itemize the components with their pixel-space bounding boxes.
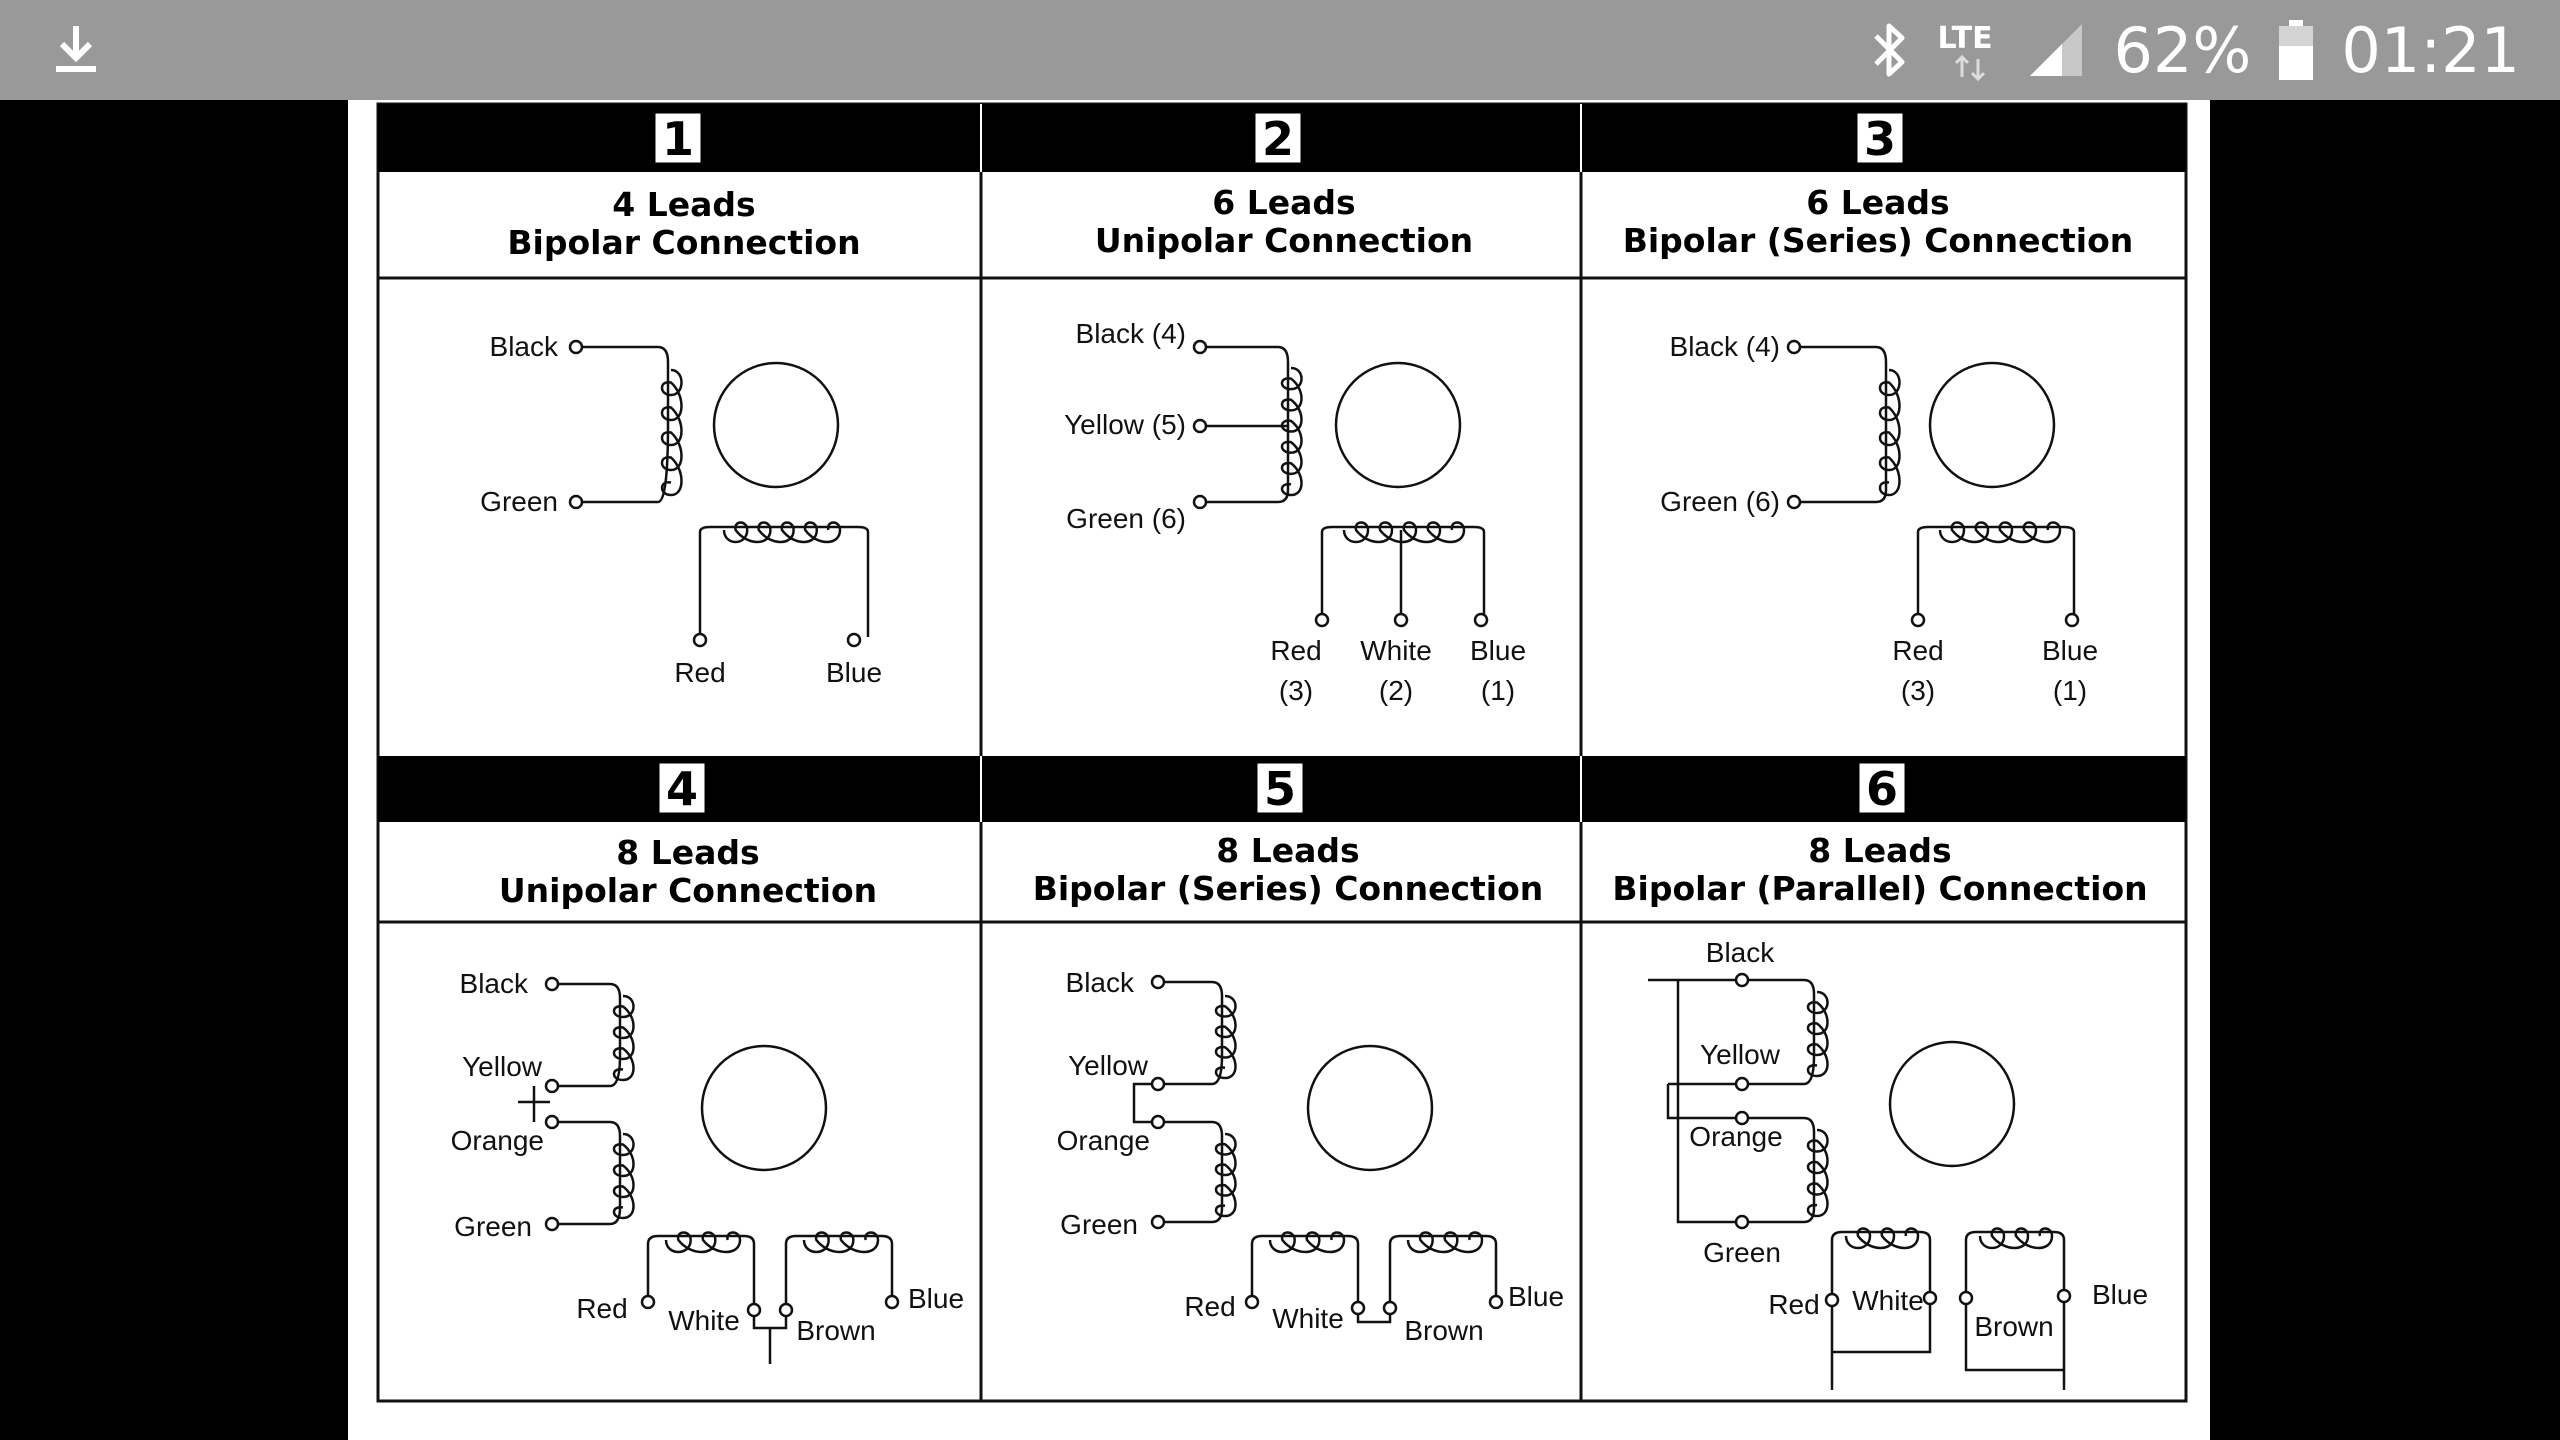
- lte-icon: [1938, 15, 1998, 85]
- winding-coil: [614, 996, 634, 1080]
- winding-coil: [1344, 523, 1464, 543]
- panel-5-title-leads: 8 Leads: [1216, 831, 1360, 870]
- panel-3-label-blue-pin: (1): [2052, 675, 2088, 706]
- panel-number-6: [1858, 762, 1906, 816]
- lte-label: LTE: [1937, 21, 1993, 56]
- panel-number-1: [654, 112, 702, 166]
- panel-2-label-black: Black (4): [1075, 318, 1186, 349]
- panel-5-title-connection: Bipolar (Series) Connection: [1032, 869, 1544, 908]
- winding-coil: [1880, 370, 1900, 495]
- svg-text:6: 6: [1865, 762, 1899, 816]
- svg-text:4: 4: [665, 762, 699, 816]
- panel-5-label-yellow: Yellow: [1068, 1050, 1148, 1081]
- panel-4-label-green: Green: [454, 1211, 532, 1242]
- panel-1-title-connection: Bipolar Connection: [507, 223, 861, 262]
- panel-4-label-red: Red: [576, 1293, 628, 1324]
- panel-3-label-green: Green (6): [1660, 486, 1780, 517]
- signal-icon: [2026, 20, 2086, 80]
- winding-coil: [662, 370, 682, 495]
- panel-6-label-red: Red: [1768, 1289, 1820, 1320]
- svg-text:2: 2: [1261, 112, 1295, 166]
- panel-4-label-brown: Brown: [796, 1315, 876, 1346]
- panel-4-title-connection: Unipolar Connection: [498, 871, 878, 910]
- winding-coil: [1282, 368, 1302, 495]
- winding-coil: [1808, 1130, 1828, 1216]
- panel-6-label-yellow: Yellow: [1700, 1039, 1780, 1070]
- panel-2-label-green: Green (6): [1066, 503, 1186, 534]
- document-viewer[interactable]: [348, 100, 2210, 1440]
- panel-2-title-leads: 6 Leads: [1212, 183, 1356, 222]
- panel-2-label-yellow: Yellow (5): [1064, 409, 1186, 440]
- download-icon[interactable]: [48, 22, 104, 78]
- panel-6-title-leads: 8 Leads: [1808, 831, 1952, 870]
- panel-4-label-black: Black: [459, 968, 528, 999]
- battery-icon: [2279, 20, 2313, 80]
- panel-2-label-blue: Blue: [1469, 635, 1527, 666]
- panel-3-diagram: [1788, 341, 2078, 626]
- panel-4-label-white: White: [668, 1305, 740, 1336]
- winding-coil: [1216, 996, 1236, 1078]
- panel-1-label-black: Black: [489, 331, 558, 362]
- svg-text:1: 1: [661, 112, 695, 166]
- panel-6-label-brown: Brown: [1974, 1311, 2054, 1342]
- panel-5-diagram: [1134, 976, 1502, 1322]
- panel-number-3: [1856, 112, 1904, 166]
- panel-2-label-red-pin: (3): [1278, 675, 1314, 706]
- panel-1-label-green: Green: [480, 486, 558, 517]
- panel-3-label-blue: Blue: [2041, 635, 2099, 666]
- panel-2-label-blue-pin: (1): [1480, 675, 1516, 706]
- panel-6-label-orange: Orange: [1689, 1121, 1783, 1152]
- panel-2-title-connection: Unipolar Connection: [1094, 221, 1474, 260]
- panel-3-label-red: Red: [1892, 635, 1944, 666]
- table-grid: [378, 104, 2186, 1401]
- panel-1-label-red: Red: [674, 657, 726, 688]
- panel-2-label-red: Red: [1270, 635, 1322, 666]
- panel-6-label-white: White: [1852, 1285, 1924, 1316]
- panel-2-label-white: White: [1360, 635, 1432, 666]
- panel-3-label-red-pin: (3): [1900, 675, 1936, 706]
- winding-coil: [1216, 1134, 1236, 1216]
- panel-6-title-connection: Bipolar (Parallel) Connection: [1612, 869, 2148, 908]
- panel-number-5: [1256, 762, 1304, 816]
- panel-2-label-white-pin: (2): [1378, 675, 1414, 706]
- panel-5-label-blue: Blue: [1507, 1281, 1565, 1312]
- panel-3-label-black: Black (4): [1669, 331, 1780, 362]
- panel-1-diagram: [570, 341, 868, 646]
- status-bar: [0, 0, 2560, 100]
- winding-coil: [724, 523, 840, 543]
- panel-5-label-black: Black: [1065, 967, 1134, 998]
- winding-coil: [1808, 992, 1828, 1076]
- bluetooth-icon: [1870, 18, 1910, 82]
- panel-5-label-brown: Brown: [1404, 1315, 1484, 1346]
- status-icons: [1870, 0, 2521, 100]
- panel-6-label-green: Green: [1703, 1237, 1781, 1268]
- panel-4-title-leads: 8 Leads: [616, 833, 760, 872]
- clock: 01:21: [2341, 13, 2520, 87]
- panel-1-title-leads: 4 Leads: [612, 185, 756, 224]
- panel-2-diagram: [1194, 341, 1487, 626]
- panel-5-label-white: White: [1272, 1303, 1344, 1334]
- panel-4-label-yellow: Yellow: [462, 1051, 542, 1082]
- panel-6-label-blue: Blue: [2091, 1279, 2149, 1310]
- stepper-wiring-diagram: [348, 100, 2210, 1440]
- winding-coil: [614, 1134, 634, 1218]
- winding-coil: [1940, 523, 2060, 543]
- panel-6-label-black: Black: [1705, 937, 1775, 968]
- panel-number-4: [658, 762, 706, 816]
- panel-5-label-red: Red: [1184, 1291, 1236, 1322]
- panel-4-label-orange: Orange: [450, 1125, 544, 1156]
- battery-percentage: 62%: [2113, 13, 2252, 87]
- panel-3-title-connection: Bipolar (Series) Connection: [1622, 221, 2134, 260]
- panel-4-label-blue: Blue: [907, 1283, 965, 1314]
- svg-text:3: 3: [1863, 112, 1897, 166]
- panel-3-title-leads: 6 Leads: [1806, 183, 1950, 222]
- panel-number-2: [1254, 112, 1302, 166]
- svg-text:5: 5: [1263, 762, 1297, 816]
- panel-5-label-orange: Orange: [1056, 1125, 1150, 1156]
- panel-1-label-blue: Blue: [825, 657, 883, 688]
- panel-5-label-green: Green: [1060, 1209, 1138, 1240]
